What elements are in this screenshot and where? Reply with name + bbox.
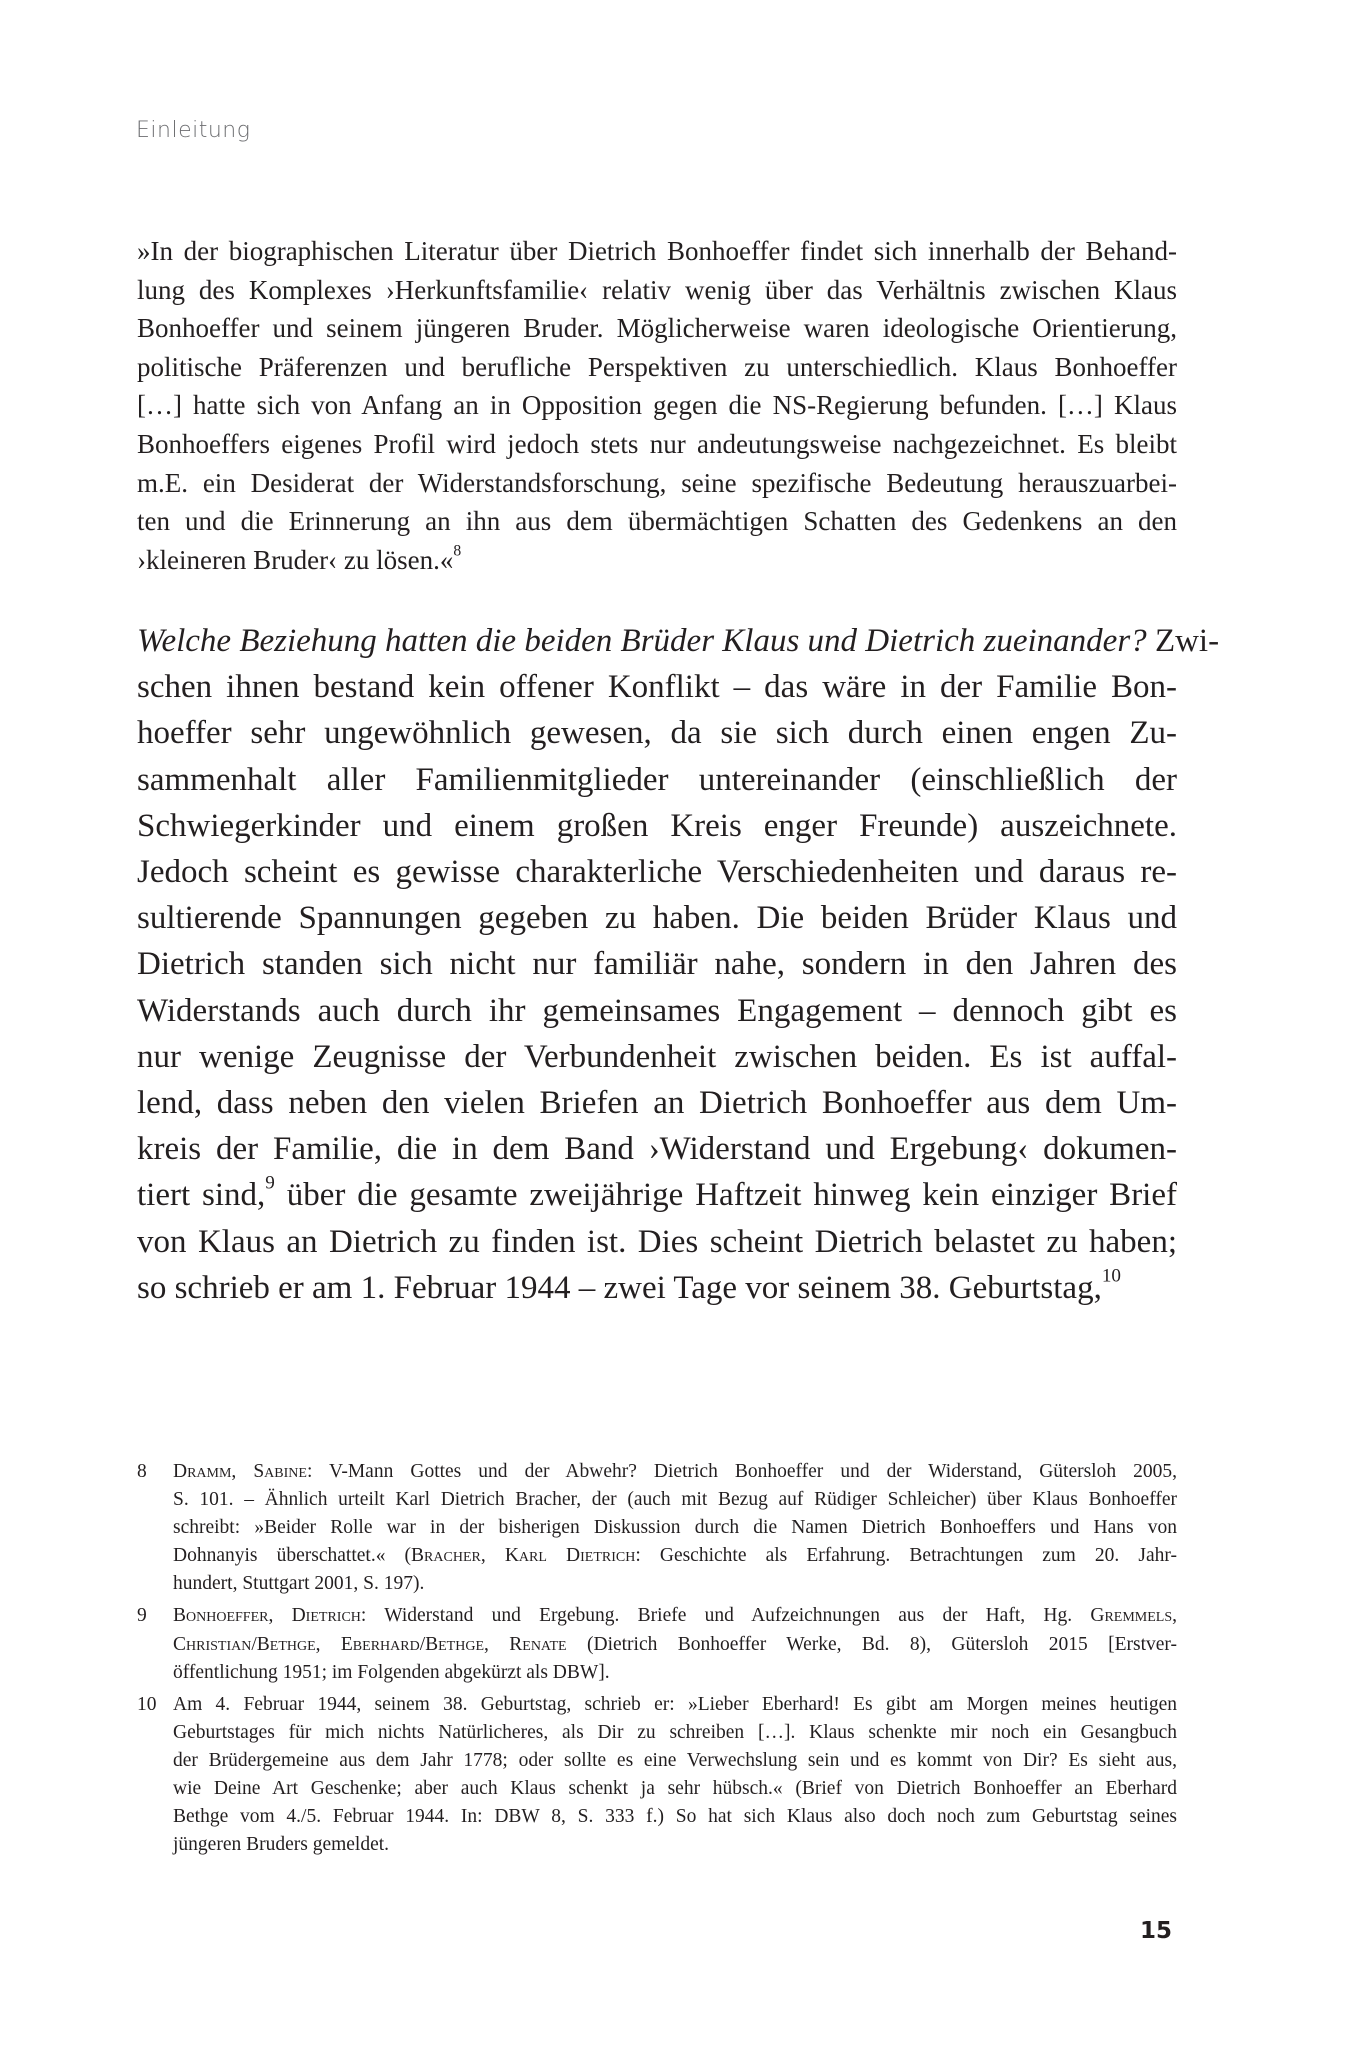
editor-name: Christian/Bethge, Eberhard/Bethge, Renate — [173, 1633, 567, 1655]
body-line-text: über die gesamte zweijährige Haftzeit hinweg kein einziger Brief — [274, 1177, 1177, 1214]
footnote-number: 9 — [137, 1605, 147, 1627]
body-line-text: tiert sind, — [137, 1177, 266, 1214]
block-quote — [137, 232, 1177, 579]
page-number: 15 — [1139, 1918, 1172, 1944]
footnote-8 — [137, 1458, 1177, 1598]
footnote-line — [173, 1542, 1177, 1570]
footnote-line — [173, 1458, 1177, 1486]
footnote-line: wie Deine Art Geschenke; aber auch Klaus schenkt ja sehr hübsch.« (Brief von Dietrich Bonhoeffer an Eberhard — [173, 1778, 1177, 1800]
footnote-line: der Brüdergemeine aus dem Jahr 1778; oder sollte es eine Verwechslung sein und es kommt von Dir? Es sieht aus, — [173, 1749, 1177, 1771]
body-line: sultierende Spannungen gegeben zu haben. Die beiden Brüder Klaus und — [137, 900, 1177, 937]
footnote-line: jüngeren Bruders gemeldet. — [173, 1834, 390, 1856]
quote-line: ten und die Erinnerung an ihn aus dem übermächtigen Schatten des Gedenkens an den — [137, 506, 1177, 537]
footnote-line — [173, 1631, 1177, 1659]
footnote-text: : V-Mann Gottes und der Abwehr? Dietrich Bonhoeffer und der Widerstand, Gütersloh 2005, — [306, 1461, 1177, 1482]
quote-line: […] hatte sich von Anfang an in Opposition gegen die NS-Regierung befunden. […] Klaus — [137, 390, 1177, 421]
body-line: nur wenige Zeugnisse der Verbundenheit zwischen beiden. Es ist auffal- — [137, 1038, 1177, 1075]
author-name: Bonhoeffer, Dietrich — [173, 1605, 361, 1627]
body-line: schen ihnen bestand kein offener Konflikt – das wäre in der Familie Bon- — [137, 669, 1177, 706]
footnote-text: : Geschichte als Erfahrung. Betrachtungen zum 20. Jahr- — [635, 1545, 1177, 1567]
body-line: Dietrich standen sich nicht nur familiär nahe, sondern in den Jahren des — [137, 946, 1177, 983]
quote-line: m.E. ein Desiderat der Widerstandsforschung, seine spezifische Bedeutung herauszuarbei- — [137, 467, 1177, 498]
body-question: Welche Beziehung hatten die beiden Brüder Klaus und Dietrich zueinander? — [137, 623, 1147, 659]
body-last-line — [137, 1265, 1177, 1311]
quote-line: politische Präferenzen und berufliche Perspektiven zu unterschiedlich. Klaus Bonhoeffer — [137, 351, 1177, 382]
quote-line: Bonhoeffer und seinem jüngeren Bruder. Möglicherweise waren ideologische Orientierung, — [137, 313, 1177, 344]
footnote-ref-9[interactable]: 9 — [265, 1173, 275, 1195]
footnote-text: Dohnanyis überschattet.« ( — [173, 1545, 412, 1567]
footnote-line: hundert, Stuttgart 2001, S. 197). — [173, 1573, 425, 1595]
footnote-line — [173, 1602, 1177, 1630]
body-paragraph — [137, 618, 1220, 1311]
quote-line: lung des Komplexes ›Herkunftsfamilie‹ relativ wenig über das Verhältnis zwischen Klaus — [137, 274, 1177, 305]
editor-name: Gremmels, — [1090, 1605, 1177, 1627]
body-line — [137, 618, 1220, 664]
body-line: sammenhalt aller Familienmitglieder untereinander (einschließlich der — [137, 761, 1177, 798]
body-line: lend, dass neben den vielen Briefen an Dietrich Bonhoeffer aus dem Um- — [137, 1085, 1177, 1122]
footnote-number: 10 — [137, 1693, 157, 1715]
footnote-ref-8[interactable]: 8 — [453, 542, 462, 560]
author-name: Dramm, Sabine — [173, 1461, 307, 1482]
footnote-text: (Dietrich Bonhoeffer Werke, Bd. 8), Gütersloh 2015 [Erstver- — [566, 1633, 1178, 1655]
body-line: von Klaus an Dietrich zu finden ist. Dies scheint Dietrich belastet zu haben; — [137, 1223, 1177, 1260]
quote-line: Bonhoeffers eigenes Profil wird jedoch stets nur andeutungsweise nachgezeichnet. Es bleibt — [137, 428, 1177, 459]
footnote-ref-10[interactable]: 10 — [1101, 1265, 1121, 1287]
body-line: Jedoch scheint es gewisse charakterliche Verschiedenheiten und daraus re- — [137, 854, 1177, 891]
footnote-line: öffentlichung 1951; im Folgenden abgekürzt als DBW]. — [173, 1661, 610, 1683]
running-header: Einleitung — [136, 118, 251, 143]
body-line: hoeffer sehr ungewöhnlich gewesen, da sie sich durch einen engen Zu- — [137, 715, 1177, 752]
footnote-text: : Widerstand und Ergebung. Briefe und Aufzeichnungen aus der Haft, Hg. — [360, 1605, 1091, 1627]
author-name: Bracher, Karl Dietrich — [411, 1545, 636, 1567]
quote-line: »In der biographischen Literatur über Dietrich Bonhoeffer findet sich innerhalb der Behand- — [137, 236, 1177, 266]
footnote-9 — [137, 1602, 1177, 1686]
footnotes — [137, 1458, 1177, 1859]
footnote-line: Geburtstages für mich nichts Natürlicheres, als Dir zu schreiben […]. Klaus schenkte mir noch ein Gesangbuch — [173, 1721, 1177, 1743]
footnote-line: schreibt: »Beider Rolle war in der bisherigen Diskussion durch die Namen Dietrich Bonhoeffers und Hans von — [173, 1517, 1177, 1539]
footnote-line: Am 4. Februar 1944, seinem 38. Geburtstag, schrieb er: »Lieber Eberhard! Es gibt am Morgen meines heutigen — [173, 1693, 1177, 1715]
body-line-text: so schrieb er am 1. Februar 1944 – zwei Tage vor seinem 38. Geburtstag, — [137, 1269, 1102, 1306]
body-line — [137, 1172, 1177, 1218]
footnote-line: Bethge vom 4./5. Februar 1944. In: DBW 8, S. 333 f.) So hat sich Klaus also doch noch zum Geburtstag seines — [173, 1806, 1177, 1828]
body-line-text: Zwi- — [1146, 623, 1220, 659]
body-line: kreis der Familie, die in dem Band ›Widerstand und Ergebung‹ dokumen- — [137, 1131, 1177, 1168]
body-line: Widerstands auch durch ihr gemeinsames Engagement – dennoch gibt es — [137, 992, 1177, 1029]
footnote-line: S. 101. – Ähnlich urteilt Karl Dietrich Bracher, der (auch mit Bezug auf Rüdiger Schleicher) über Klaus Bonhoeffer — [173, 1489, 1177, 1511]
quote-last-line — [137, 541, 1177, 580]
body-line: Schwiegerkinder und einem großen Kreis enger Freunde) auszeichnete. — [137, 807, 1177, 844]
quote-line-text: ›kleineren Bruder‹ zu lösen.« — [137, 544, 454, 575]
footnote-10 — [137, 1691, 1177, 1860]
footnote-number: 8 — [137, 1461, 147, 1482]
